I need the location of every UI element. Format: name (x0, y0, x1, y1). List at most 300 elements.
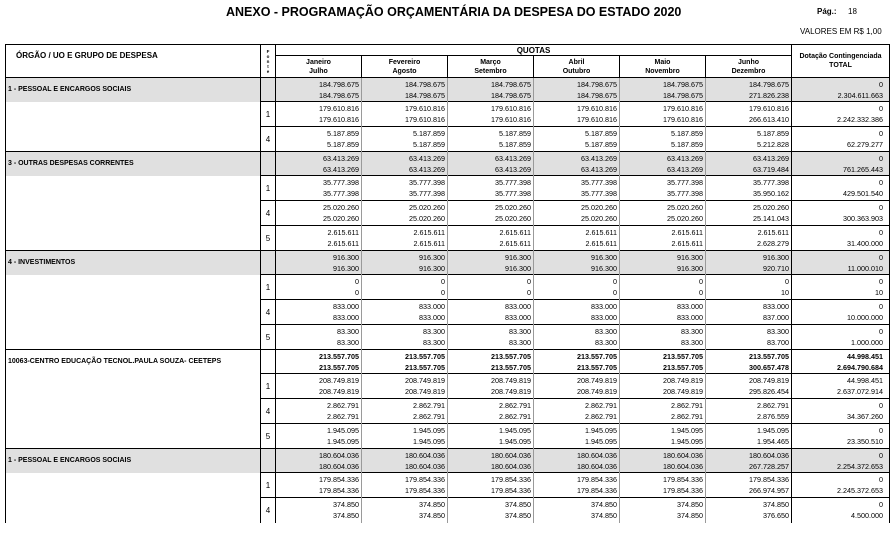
first-semester-value: 5.187.859 (327, 129, 359, 138)
month-header-top: Maio (654, 58, 671, 66)
month-column-header (448, 56, 534, 78)
month-header-bottom: Agosto (392, 67, 417, 75)
source-row (6, 201, 890, 226)
total-value: 2.304.611.663 (837, 90, 884, 100)
second-semester-value: 184.798.675 (319, 90, 359, 100)
table-body (6, 78, 890, 523)
total-value: 31.400.000 (847, 239, 884, 248)
total-value: 62.279.277 (847, 140, 884, 149)
month-value-cell (534, 350, 620, 374)
second-semester-value: 916.300 (591, 263, 617, 273)
month-value-cell (620, 251, 706, 275)
fonte-code: 1 (261, 473, 276, 498)
first-semester-value: 184.798.675 (663, 79, 703, 89)
second-semester-value: 25.020.260 (323, 214, 359, 223)
second-semester-value: 179.610.816 (663, 115, 703, 124)
source-row (6, 127, 890, 152)
fonte-code: 4 (261, 498, 276, 523)
fonte-code (261, 350, 276, 374)
second-semester-value: 0 (441, 288, 445, 297)
month-value-cell (276, 226, 362, 251)
source-row (6, 399, 890, 424)
second-semester-value: 63.413.269 (581, 164, 617, 174)
month-value-cell (620, 152, 706, 176)
first-semester-value: 179.610.816 (663, 104, 703, 113)
blank-label-cell (6, 374, 261, 399)
month-value-cell (276, 424, 362, 449)
first-semester-value: 2.862.791 (757, 401, 790, 410)
month-value-cell (448, 152, 534, 176)
month-value-cell (620, 498, 706, 523)
month-value-cell (620, 399, 706, 424)
month-value-cell (362, 251, 448, 275)
month-value-cell (620, 78, 706, 102)
second-semester-value: 5.187.859 (327, 140, 359, 149)
second-semester-value: 2.615.611 (327, 239, 359, 248)
second-semester-value: 833.000 (333, 313, 359, 322)
month-value-cell (276, 374, 362, 399)
first-semester-value: 179.854.336 (663, 475, 703, 484)
total-cell (792, 399, 890, 424)
blank-label-cell (6, 102, 261, 127)
second-semester-value: 920.710 (763, 263, 790, 273)
second-semester-value: 213.557.705 (319, 362, 359, 372)
month-value-cell (706, 473, 792, 498)
second-semester-value: 179.610.816 (319, 115, 359, 124)
unit-label: 10063-CENTRO EDUCAÇÃO TECNOL.PAULA SOUZA- CEETEPS (6, 350, 261, 374)
fonte-code: 1 (261, 102, 276, 127)
second-semester-value: 179.610.816 (491, 115, 531, 124)
second-semester-value: 63.413.269 (667, 164, 703, 174)
total-value: 11.000.010 (847, 263, 884, 273)
first-semester-value: 5.187.859 (413, 129, 445, 138)
second-semester-value: 213.557.705 (577, 362, 617, 372)
first-semester-value: 916.300 (419, 252, 445, 262)
first-semester-value: 213.557.705 (319, 351, 359, 361)
month-value-cell (706, 201, 792, 226)
second-semester-value: 179.854.336 (319, 486, 359, 495)
first-semester-value: 180.604.036 (491, 450, 531, 460)
first-semester-value: 0 (441, 277, 445, 286)
first-semester-value: 1.945.095 (327, 426, 359, 435)
month-header-bottom: Outubro (562, 67, 591, 75)
second-semester-value: 213.557.705 (491, 362, 531, 372)
first-semester-value: 35.777.398 (323, 178, 359, 187)
second-semester-value: 2.615.611 (499, 239, 531, 248)
month-value-cell (276, 127, 362, 152)
page-label: Pág.: (817, 7, 837, 16)
first-semester-value: 0 (613, 277, 617, 286)
month-value-cell (534, 152, 620, 176)
month-value-cell (534, 325, 620, 350)
fonte-header-letter: F (266, 48, 270, 54)
month-value-cell (534, 201, 620, 226)
month-value-cell (362, 473, 448, 498)
fonte-code: 4 (261, 300, 276, 325)
first-semester-value: 184.798.675 (319, 79, 359, 89)
second-semester-value: 179.854.336 (663, 486, 703, 495)
month-value-cell (448, 127, 534, 152)
second-semester-value: 83.300 (509, 338, 531, 347)
total-cell (792, 226, 890, 251)
second-semester-value: 83.300 (337, 338, 359, 347)
document-title: ANEXO - PROGRAMAÇÃO ORÇAMENTÁRIA DA DESPESA DO ESTADO 2020 (226, 5, 682, 19)
month-column-header (534, 56, 620, 78)
month-value-cell (448, 424, 534, 449)
fonte-code: 1 (261, 374, 276, 399)
month-value-cell (362, 350, 448, 374)
total-value: 429.501.540 (843, 189, 884, 198)
blank-label-cell (6, 498, 261, 523)
month-value-cell (534, 399, 620, 424)
first-semester-value: 916.300 (505, 252, 531, 262)
fonte-header-letter: e (266, 68, 270, 74)
first-semester-value: 213.557.705 (405, 351, 445, 361)
month-value-cell (706, 498, 792, 523)
second-semester-value: 179.854.336 (405, 486, 445, 495)
first-semester-value: 180.604.036 (577, 450, 617, 460)
month-value-cell (706, 275, 792, 300)
second-semester-value: 0 (355, 288, 359, 297)
fonte-code: 5 (261, 424, 276, 449)
month-value-cell (706, 399, 792, 424)
first-semester-value: 916.300 (677, 252, 703, 262)
first-semester-value: 916.300 (763, 252, 790, 262)
first-semester-value: 184.798.675 (577, 79, 617, 89)
month-value-cell (620, 473, 706, 498)
second-semester-value: 35.777.398 (581, 189, 617, 198)
month-value-cell (534, 374, 620, 399)
first-semester-value: 213.557.705 (577, 351, 617, 361)
source-row (6, 473, 890, 498)
fonte-header-letter: n (266, 58, 270, 64)
month-value-cell (362, 399, 448, 424)
first-semester-value: 2.615.611 (327, 228, 359, 237)
month-value-cell (448, 275, 534, 300)
total-value: 2.637.072.914 (837, 387, 884, 396)
contingency-value: 0 (879, 302, 884, 311)
month-column-header (276, 56, 362, 78)
month-value-cell (620, 102, 706, 127)
second-semester-value: 833.000 (677, 313, 703, 322)
first-semester-value: 833.000 (419, 302, 445, 311)
month-value-cell (276, 176, 362, 201)
first-semester-value: 2.862.791 (327, 401, 359, 410)
second-semester-value: 916.300 (333, 263, 359, 273)
first-semester-value: 35.777.398 (581, 178, 617, 187)
first-semester-value: 25.020.260 (495, 203, 531, 212)
first-semester-value: 83.300 (337, 327, 359, 336)
second-semester-value: 63.719.484 (753, 164, 790, 174)
total-cell (792, 251, 890, 275)
second-semester-value: 1.945.095 (327, 437, 359, 446)
second-semester-value: 837.000 (763, 313, 790, 322)
second-semester-value: 266.613.410 (749, 115, 790, 124)
fonte-column-header (261, 45, 276, 78)
source-row (6, 300, 890, 325)
month-value-cell (276, 399, 362, 424)
total-value: 4.500.000 (851, 511, 884, 521)
first-semester-value: 2.862.791 (671, 401, 703, 410)
month-value-cell (620, 127, 706, 152)
first-semester-value: 184.798.675 (749, 79, 790, 89)
month-value-cell (448, 374, 534, 399)
first-semester-value: 1.945.095 (757, 426, 790, 435)
contingency-value: 0 (879, 327, 884, 336)
month-value-cell (276, 325, 362, 350)
second-semester-value: 2.862.791 (585, 412, 617, 421)
budget-table (5, 44, 890, 523)
blank-label-cell (6, 399, 261, 424)
first-semester-value: 1.945.095 (671, 426, 703, 435)
total-cell (792, 325, 890, 350)
total-value: 10.000.000 (847, 313, 884, 322)
first-semester-value: 83.300 (681, 327, 703, 336)
first-semester-value: 213.557.705 (663, 351, 703, 361)
second-semester-value: 916.300 (419, 263, 445, 273)
contingency-value: 0 (879, 252, 884, 262)
month-value-cell (620, 300, 706, 325)
first-semester-value: 179.854.336 (577, 475, 617, 484)
month-value-cell (276, 251, 362, 275)
second-semester-value: 374.850 (591, 511, 617, 521)
fonte-code: 4 (261, 399, 276, 424)
second-semester-value: 2.862.791 (671, 412, 703, 421)
second-semester-value: 1.945.095 (585, 437, 617, 446)
second-semester-value: 180.604.036 (491, 461, 531, 471)
second-semester-value: 63.413.269 (323, 164, 359, 174)
first-semester-value: 374.850 (591, 500, 617, 510)
contingency-value: 44.998.451 (847, 376, 884, 385)
second-semester-value: 266.974.957 (749, 486, 790, 495)
month-value-cell (276, 473, 362, 498)
total-value: 10 (875, 288, 884, 297)
first-semester-value: 35.777.398 (667, 178, 703, 187)
second-semester-value: 374.850 (333, 511, 359, 521)
first-semester-value: 83.300 (423, 327, 445, 336)
total-value: 2.242.332.386 (837, 115, 884, 124)
month-value-cell (276, 275, 362, 300)
source-row (6, 325, 890, 350)
month-value-cell (620, 374, 706, 399)
group-label: 4 - INVESTIMENTOS (6, 251, 261, 275)
second-semester-value: 1.954.465 (757, 437, 790, 446)
first-semester-value: 5.187.859 (671, 129, 703, 138)
total-cell (792, 275, 890, 300)
month-value-cell (620, 201, 706, 226)
first-semester-value: 25.020.260 (323, 203, 359, 212)
first-semester-value: 374.850 (333, 500, 359, 510)
month-header-bottom: Julho (309, 67, 328, 75)
first-semester-value: 180.604.036 (319, 450, 359, 460)
first-semester-value: 184.798.675 (491, 79, 531, 89)
first-semester-value: 833.000 (591, 302, 617, 311)
first-semester-value: 179.854.336 (319, 475, 359, 484)
first-semester-value: 2.862.791 (413, 401, 445, 410)
month-value-cell (362, 300, 448, 325)
contingency-value: 0 (879, 500, 884, 510)
month-value-cell (276, 201, 362, 226)
second-semester-value: 208.749.819 (577, 387, 617, 396)
total-cell (792, 424, 890, 449)
first-semester-value: 180.604.036 (749, 450, 790, 460)
month-value-cell (448, 498, 534, 523)
first-semester-value: 180.604.036 (663, 450, 703, 460)
second-semester-value: 213.557.705 (405, 362, 445, 372)
fonte-code (261, 78, 276, 102)
month-column-header (362, 56, 448, 78)
month-value-cell (620, 176, 706, 201)
total-cell (792, 449, 890, 473)
total-value: 300.363.903 (843, 214, 884, 223)
month-value-cell (362, 78, 448, 102)
second-semester-value: 208.749.819 (663, 387, 703, 396)
first-semester-value: 833.000 (333, 302, 359, 311)
second-semester-value: 0 (699, 288, 703, 297)
month-value-cell (276, 152, 362, 176)
month-value-cell (362, 498, 448, 523)
first-semester-value: 374.850 (505, 500, 531, 510)
second-semester-value: 2.615.611 (585, 239, 617, 248)
source-row (6, 226, 890, 251)
total-cell (792, 498, 890, 523)
month-value-cell (362, 325, 448, 350)
second-semester-value: 2.862.791 (499, 412, 531, 421)
first-semester-value: 179.854.336 (491, 475, 531, 484)
total-cell (792, 201, 890, 226)
group-label: 1 - PESSOAL E ENCARGOS SOCIAIS (6, 449, 261, 473)
month-value-cell (706, 226, 792, 251)
month-value-cell (620, 275, 706, 300)
second-semester-value: 25.020.260 (581, 214, 617, 223)
blank-label-cell (6, 424, 261, 449)
source-row (6, 102, 890, 127)
month-value-cell (276, 300, 362, 325)
month-value-cell (706, 325, 792, 350)
contingency-value: 0 (879, 79, 884, 89)
first-semester-value: 833.000 (763, 302, 790, 311)
month-value-cell (706, 102, 792, 127)
contingency-value: 0 (879, 475, 884, 484)
group-row (6, 78, 890, 102)
total-value: 2.254.372.653 (837, 461, 884, 471)
second-semester-value: 35.777.398 (409, 189, 445, 198)
total-column-header (792, 45, 890, 78)
first-semester-value: 2.615.611 (499, 228, 531, 237)
second-semester-value: 376.650 (763, 511, 790, 521)
first-semester-value: 83.300 (767, 327, 790, 336)
source-row (6, 424, 890, 449)
contingency-value: 0 (879, 401, 884, 410)
second-semester-value: 25.020.260 (667, 214, 703, 223)
second-semester-value: 25.141.043 (753, 214, 790, 223)
total-value: 1.000.000 (851, 338, 884, 347)
source-row (6, 374, 890, 399)
second-semester-value: 374.850 (677, 511, 703, 521)
first-semester-value: 2.615.611 (413, 228, 445, 237)
first-semester-value: 25.020.260 (667, 203, 703, 212)
second-semester-value: 374.850 (419, 511, 445, 521)
second-semester-value: 2.628.279 (757, 239, 790, 248)
month-column-header (620, 56, 706, 78)
first-semester-value: 63.413.269 (495, 153, 531, 163)
first-semester-value: 179.610.816 (491, 104, 531, 113)
total-cell (792, 374, 890, 399)
second-semester-value: 208.749.819 (405, 387, 445, 396)
org-column-header: ÓRGÃO / UO E GRUPO DE DESPESA (6, 45, 261, 78)
month-value-cell (448, 102, 534, 127)
contingency-value: 44.998.451 (847, 351, 884, 361)
blank-label-cell (6, 176, 261, 201)
month-value-cell (534, 300, 620, 325)
month-header-top: Junho (738, 58, 759, 66)
first-semester-value: 184.798.675 (405, 79, 445, 89)
month-value-cell (620, 226, 706, 251)
first-semester-value: 179.610.816 (577, 104, 617, 113)
first-semester-value: 1.945.095 (413, 426, 445, 435)
first-semester-value: 25.020.260 (409, 203, 445, 212)
second-semester-value: 916.300 (505, 263, 531, 273)
second-semester-value: 83.700 (767, 338, 790, 347)
total-cell (792, 127, 890, 152)
month-value-cell (362, 374, 448, 399)
first-semester-value: 374.850 (677, 500, 703, 510)
second-semester-value: 83.300 (681, 338, 703, 347)
fonte-code: 1 (261, 275, 276, 300)
second-semester-value: 833.000 (505, 313, 531, 322)
second-semester-value: 184.798.675 (405, 90, 445, 100)
first-semester-value: 0 (527, 277, 531, 286)
group-row (6, 251, 890, 275)
first-semester-value: 63.413.269 (581, 153, 617, 163)
month-value-cell (362, 201, 448, 226)
month-value-cell (706, 127, 792, 152)
total-cell (792, 152, 890, 176)
second-semester-value: 180.604.036 (663, 461, 703, 471)
contingency-value: 0 (879, 228, 884, 237)
second-semester-value: 2.862.791 (413, 412, 445, 421)
blank-label-cell (6, 275, 261, 300)
first-semester-value: 63.413.269 (667, 153, 703, 163)
second-semester-value: 35.777.398 (495, 189, 531, 198)
fonte-code: 4 (261, 201, 276, 226)
fonte-code: 5 (261, 325, 276, 350)
total-value: 2.694.790.684 (837, 362, 884, 372)
contingency-value: 0 (879, 203, 884, 212)
contingency-value: 0 (879, 450, 884, 460)
first-semester-value: 25.020.260 (581, 203, 617, 212)
month-value-cell (362, 127, 448, 152)
total-value: 761.265.443 (843, 164, 884, 174)
month-value-cell (448, 399, 534, 424)
fonte-code (261, 449, 276, 473)
contingency-value: 0 (879, 178, 884, 187)
total-cell (792, 102, 890, 127)
second-semester-value: 5.187.859 (413, 140, 445, 149)
month-value-cell (706, 374, 792, 399)
second-semester-value: 184.798.675 (663, 90, 703, 100)
month-value-cell (362, 449, 448, 473)
month-value-cell (276, 78, 362, 102)
contingency-value: 0 (879, 426, 884, 435)
month-header-bottom: Dezembro (731, 67, 766, 75)
second-semester-value: 5.212.828 (757, 140, 790, 149)
source-row (6, 275, 890, 300)
month-value-cell (362, 152, 448, 176)
first-semester-value: 208.749.819 (577, 376, 617, 385)
month-value-cell (448, 350, 534, 374)
month-value-cell (534, 275, 620, 300)
